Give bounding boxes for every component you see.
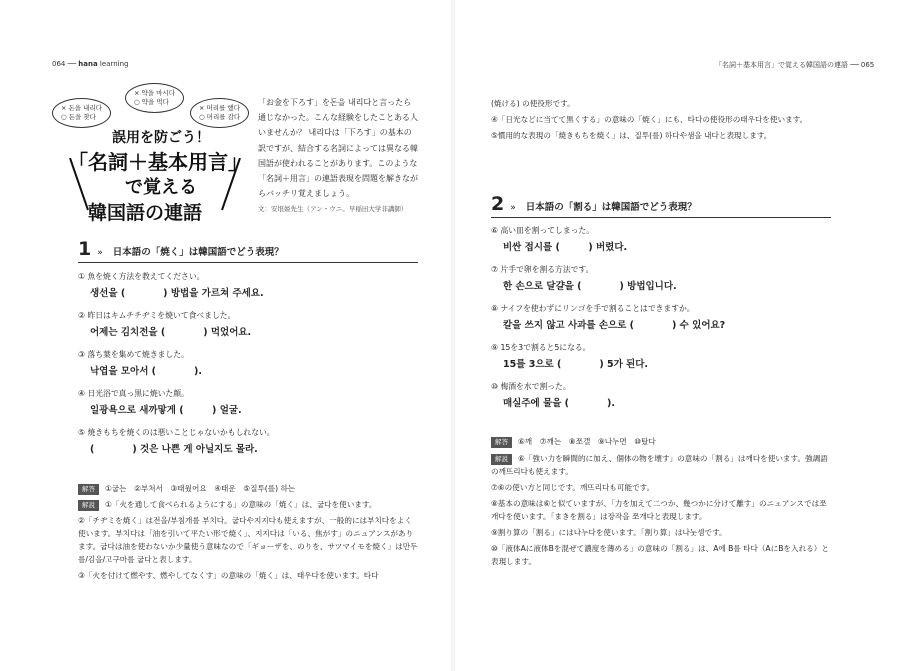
question-item: ⑦ 片手で卵を割る方法です。 한 손으로 달걀을 ( ) 방법입니다. xyxy=(491,265,677,292)
section-2-heading xyxy=(491,193,697,215)
page-number: 064 xyxy=(52,60,66,68)
right-page xyxy=(453,0,906,671)
left-page-header: 064 ── hana learning xyxy=(52,60,129,68)
question-item: ③ 落ち葉を集めて焼きました。 낙엽을 모아서 ( ). xyxy=(78,350,202,377)
answers-label: 解答 xyxy=(78,484,99,495)
question-item: ⑥ 高い皿を割ってしまった。 비싼 접시를 ( ) 버렸다. xyxy=(491,226,628,253)
title-decoration xyxy=(60,158,250,218)
explanations: 解説 ⑥「強い力を瞬間的に加え、個体の物を壊す」の意味の「割る」は깨다を使います。強調語の깨뜨리다も使えます。 ⑦⑥の使い方と同じです。깨뜨리다も可能です。 ⑧基本の意味は⑥と似ていますが、「力を加えて二つか、幾つかに分けて離す」のニュアンスでは쪼개다を使います。「まきを割る」は장작을 쪼개다と表現します。 ⑨割り算の「割る」には나누다を使います。「割り算」は나눗셈です。 ⑩「液体Aに液体Bを混ぜて濃度を薄める」の意味の「割る」は、A에 B를 타다（AにBを入れる）と表現します。 xyxy=(491,454,829,566)
title-kicker: 誤用を防ごう！ xyxy=(112,130,210,146)
question-item: ⑤ 焼きもちを焼くのは悪いことじゃないかもしれない。 ( ) 것은 나쁜 게 아닐지도 몰라. xyxy=(78,428,275,455)
intro-text: 「お金を下ろす」を돈을 내리다と言ったら通じなかった。こんな経験をしたことある人いませんか？ 내리다は「下ろす」の基本の訳ですが、結合する名詞によっては異なる韓国語が使われることがあります。このような「名詞＋用言」の連語表現を問題を解きながらバッチリ覚えましょう。 文：安垠姫先生（アン・ウニ。早稲田大学非講師） xyxy=(258,98,418,214)
title-line-3: 韓国語の連語 xyxy=(88,202,203,224)
continued-explanation: (焼ける) の使役形です。 ④「日光などに当てて黒くする」の意味の「焼く」にも、타다の使役形の태우다を使います。 ⑤慣用的な表現の「焼きもちを焼く」は、질투(를) 하다や샘을 내다と表現します。 xyxy=(491,99,808,140)
question-item: ⑨ 15を3で割ると5になる。 15를 3으로 ( ) 5가 된다. xyxy=(491,343,649,370)
arrow-icon: » xyxy=(510,203,516,213)
question-item: ① 魚を焼く方法を教えてください。 생선을 ( ) 방법을 가르쳐 주세요. xyxy=(78,272,264,299)
brand-name: hana xyxy=(78,60,98,68)
speech-bubble: × 머리를 했다 ○ 머리를 감다 xyxy=(190,98,249,128)
arrow-icon: » xyxy=(97,248,103,258)
answers-line: 解答 ①굽는 ②부쳐서 ③태웠어요 ④태운 ⑤질투(를) 하는 xyxy=(78,482,418,495)
section-title: 日本語の「焼く」は韓国語でどう表現？ xyxy=(112,247,284,258)
section-1-heading xyxy=(78,238,284,260)
section-rule xyxy=(78,262,418,263)
section-rule xyxy=(491,217,831,218)
answers-label: 解答 xyxy=(491,437,512,448)
title-line-1: 「名詞＋基本用言」 xyxy=(68,150,248,174)
title-line-2: で覚える xyxy=(125,177,197,198)
explain-label: 解説 xyxy=(78,500,99,511)
answers-line: 解答 ⑥깨 ⑦깨는 ⑧쪼갤 ⑨나누면 ⑩탔다 xyxy=(491,435,831,448)
author-credit: 文：安垠姫先生（アン・ウニ。早稲田大学非講師） xyxy=(258,205,408,214)
page-number: 065 xyxy=(860,61,875,69)
section-name: learning xyxy=(99,60,129,68)
explanations: 解説 ①「火を通して食べられるようにする」の意味の「焼く」は、굽다を使います。 ②「チヂミを焼く」は전을/부침개를 부치다。굽다や지지다も使えますが、一般的には부치다をよく使います。부치다は「油を引いて平たい形で焼く」、지지다は「いる、焦がす」のニュアンスがあります。굽다は油を使わないか少量使う意味なので「ギョーザを、のりを、サツマイモを焼く」は만두를/김을/고구마를 굽다と表します。 ③「火を付けて燃やす、燃やしてなくす」の意味の「焼く」は、태우다を使います。타다 xyxy=(78,500,418,580)
section-number: 2 xyxy=(491,193,505,215)
question-item: ⑧ ナイフを使わずにリンゴを手で割ることはできますか。 칼을 쓰지 않고 사과를 손으로 ( ) 수 있어요? xyxy=(491,304,726,331)
section-number: 1 xyxy=(78,238,92,260)
running-title: 「名詞＋基本用言」で覚える韓国語の連語 xyxy=(715,61,848,69)
question-item: ② 昨日はキムチチヂミを焼いて食べました。 어제는 김치전을 ( ) 먹었어요. xyxy=(78,311,252,338)
question-item: ⑩ 梅酒を水で割った。 매실주에 물을 ( ). xyxy=(491,382,615,409)
explain-label: 解説 xyxy=(491,454,512,465)
section-title: 日本語の「割る」は韓国語でどう表現？ xyxy=(525,202,697,213)
speech-bubble: × 약을 마시다 ○ 약을 먹다 xyxy=(125,83,184,113)
speech-bubble: × 돈을 내리다 ○ 돈을 찾다 xyxy=(52,98,111,128)
right-page-header: 「名詞＋基本用言」で覚える韓国語の連語 ── 065 xyxy=(715,61,875,69)
question-item: ④ 日光浴で真っ黒に焼いた顔。 일광욕으로 새까맣게 ( ) 얼굴. xyxy=(78,389,242,416)
